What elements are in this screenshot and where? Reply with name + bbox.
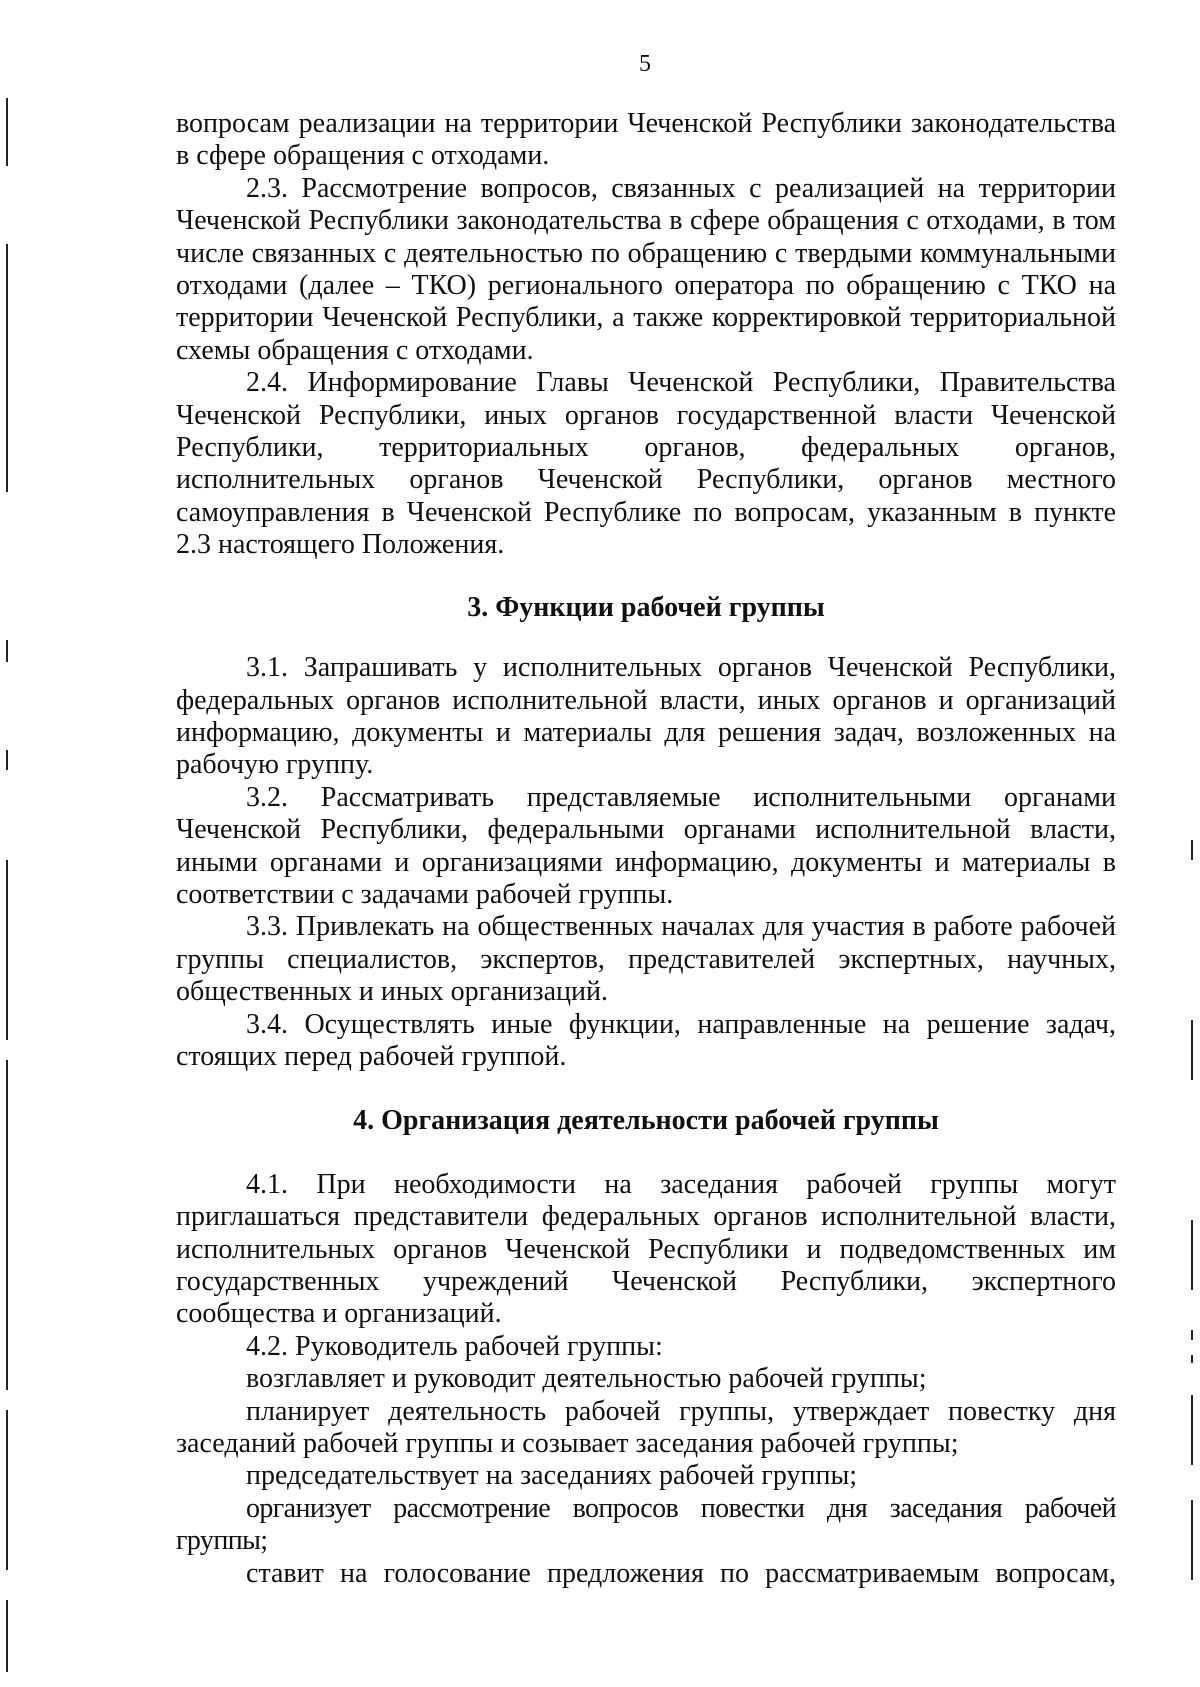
scan-artifact-line [6,98,8,166]
scan-artifact-line [6,1410,8,1570]
paragraph-3-4: 3.4. Осуществлять иные функции, направленные на решение задач, стоящих перед рабочей группой. [176,1008,1116,1072]
paragraph-3-2: 3.2. Рассматривать представляемые исполнительными органами Чеченской Республики, федеральными органами исполнительной власти, иными органами и организациями информацию, документы и материалы в соответствии с задачами рабочей группы. [176,781,1116,910]
section-heading-4: 4. Организация деятельности рабочей группы [353,1105,939,1137]
scan-artifact-line [6,244,8,492]
scan-artifact-line [6,640,8,662]
paragraph-3-1: 3.1. Запрашивать у исполнительных органов Чеченской Республики, федеральных органов исполнительной власти, иных органов и организаций информацию, документы и материалы для решения задач, возложенных на рабочую группу. [176,652,1116,781]
scan-artifact-line [1191,1020,1193,1080]
paragraph-4-2-item-b: планирует деятельность рабочей группы, утверждает повестку дня заседаний рабочей группы и созывает заседания рабочей группы; [176,1395,1116,1460]
paragraph-2-3: 2.3. Рассмотрение вопросов, связанных с реализацией на территории Чеченской Республики законодательства в сфере обращения с отходами, в том числе связанных с деятельностью по обращению с твердыми коммунальными отходами (далее – ТКО) регионального оператора по обращению с ТКО на территории Чеченской Республики, а также корректировкой территориальной схемы обращения с отходами. [176,172,1116,366]
paragraph-4-2-item-c: председательствует на заседаниях рабочей группы; [246,1460,858,1492]
paragraph-intro: вопросам реализации на территории Чеченской Республики законодательства в сфере обращения с отходами. [176,108,1116,172]
paragraph-4-1: 4.1. При необходимости на заседания рабочей группы могут приглашаться представители федеральных органов исполнительной власти, исполнительных органов Чеченской Республики и подведомственных им государственных учреждений Чеченской Республики, экспертного сообщества и организаций. [176,1168,1116,1330]
scan-artifact-line [1191,840,1193,860]
scan-artifact-line [6,1060,8,1390]
document-body [176,108,1116,1590]
paragraph-4-2-item-e: ставит на голосование предложения по рассматриваемым вопросам, [246,1557,1116,1589]
paragraph-4-2-item-d: организует рассмотрение вопросов повестки дня заседания рабочей группы; [176,1492,1116,1557]
paragraph-2-4: 2.4. Информирование Главы Чеченской Республики, Правительства Чеченской Республики, иных органов государственной власти Чеченской Республики, территориальных органов, федеральных органов, исполнительных органов Чеченской Республики, органов местного самоуправления в Чеченской Республике по вопросам, указанным в пункте 2.3 настоящего Положения. [176,367,1116,561]
scan-artifact-line [1191,1355,1193,1363]
paragraph-3-3: 3.3. Привлекать на общественных началах для участия в работе рабочей группы специалистов, экспертов, представителей экспертных, научных, общественных и иных организаций. [176,911,1116,1008]
scan-artifact-line [6,750,8,770]
scan-artifact-line [6,860,8,1040]
section-heading-3: 3. Функции рабочей группы [467,591,825,623]
scan-artifact-line [1191,1220,1193,1290]
paragraph-4-2: 4.2. Руководитель рабочей группы: [246,1330,663,1362]
scan-artifact-line [1191,1395,1193,1465]
paragraph-4-2-item-a: возглавляет и руководит деятельностью рабочей группы; [246,1363,927,1395]
scan-artifact-line [1191,1500,1193,1580]
scan-artifact-line [6,1600,8,1672]
scan-artifact-line [1191,1330,1193,1340]
page-number: 5 [639,51,651,77]
